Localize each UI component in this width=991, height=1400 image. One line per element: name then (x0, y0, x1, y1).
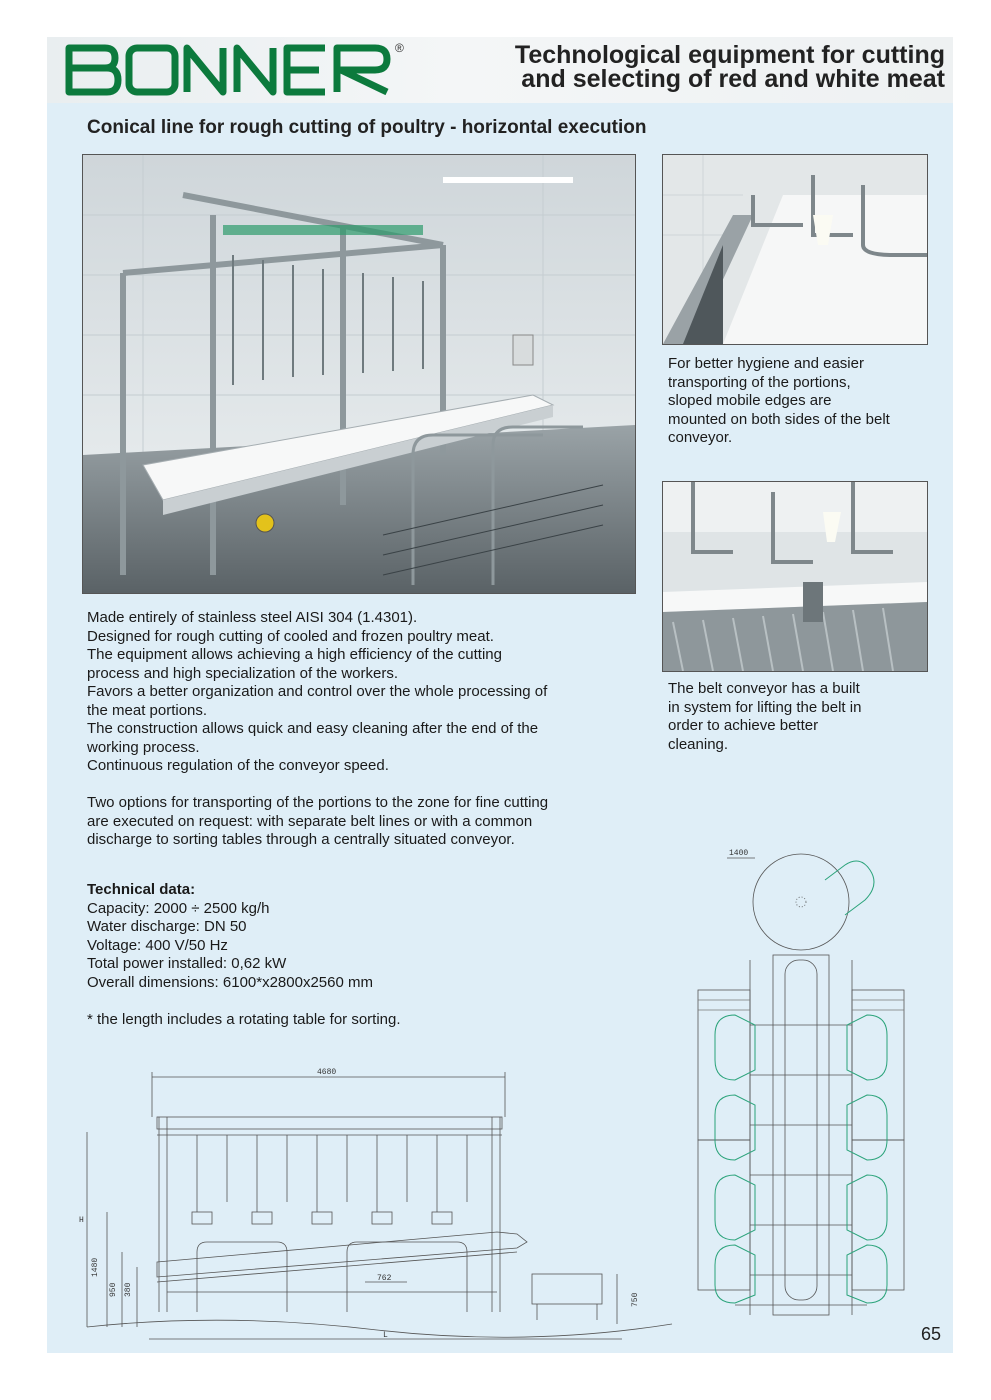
description-line: Made entirely of stainless steel AISI 304 (1.4301). (87, 609, 418, 626)
caption-line: transporting of the portions, (668, 373, 851, 391)
page-sheet (47, 37, 953, 1353)
technical-item: Capacity: 2000 ÷ 2500 kg/h (87, 899, 270, 917)
description-line: Favors a better organization and control over the whole processing of (87, 683, 548, 700)
photo-belt-lifting (662, 481, 928, 672)
description-line: working process. (87, 738, 200, 756)
caption-line: sloped mobile edges are (668, 392, 832, 409)
dim-1480: 1480 (91, 1257, 100, 1277)
technical-item: Water discharge: DN 50 (87, 918, 247, 935)
bonner-logo (63, 40, 403, 100)
header-banner (47, 37, 953, 103)
options-block (87, 794, 627, 850)
description-line: The construction allows quick and easy cleaning after the end of the (87, 720, 539, 737)
technical-footnote: * the length includes a rotating table for sorting. (87, 1010, 401, 1028)
header-title (515, 43, 945, 91)
description-line: process and high specialization of the workers. (87, 664, 399, 682)
description-line: The equipment allows achieving a high efficiency of the cutting (87, 646, 502, 663)
belt-lifting-image (663, 482, 927, 671)
caption-line: mounted on both sides of the belt (668, 410, 890, 428)
header-title-line-2: and selecting of red and white meat (521, 65, 945, 93)
dim-950: 950 (109, 1282, 118, 1297)
dim-750: 750 (631, 1292, 640, 1307)
options-line: discharge to sorting tables through a centrally situated conveyor. (87, 831, 515, 848)
caption-line: order to achieve better (668, 717, 819, 734)
description-line: Designed for rough cutting of cooled and frozen poultry meat. (87, 627, 494, 645)
options-line: Two options for transporting of the portions to the zone for fine cutting (87, 794, 549, 811)
dim-380: 380 (124, 1282, 133, 1297)
photo-sloped-edges (662, 154, 928, 345)
technical-item: Total power installed: 0,62 kW (87, 955, 287, 972)
description-block (87, 609, 627, 776)
page-subtitle: Conical line for rough cutting of poultry - horizontal execution (87, 117, 647, 138)
caption-line: cleaning. (668, 735, 729, 753)
description-line: Continuous regulation of the conveyor speed. (87, 757, 389, 774)
dim-h: H (79, 1216, 84, 1225)
description-line: the meat portions. (87, 701, 208, 719)
sloped-edges-image (663, 155, 927, 344)
technical-item: Voltage: 400 V/50 Hz (87, 936, 228, 954)
options-line: are executed on request: with separate belt lines or with a common (87, 812, 533, 830)
main-photo (82, 154, 636, 594)
dim-762: 762 (377, 1274, 392, 1283)
page-number: 65 (920, 1324, 941, 1344)
header-title-line-1: Technological equipment for cutting (514, 41, 945, 69)
caption-line: For better hygiene and easier (668, 355, 864, 372)
caption-line: in system for lifting the belt in (668, 698, 862, 716)
plan-view-drawing (695, 825, 907, 1325)
caption-line: The belt conveyor has a built (668, 680, 860, 697)
technical-data-block (87, 881, 627, 1029)
caption-line: conveyor. (668, 429, 733, 446)
technical-item: Overall dimensions: 6100*x2800x2560 mm (87, 973, 373, 991)
dim-4680: 4680 (317, 1068, 337, 1077)
caption-sloped-edges (668, 355, 938, 448)
registered-mark: ® (395, 41, 404, 55)
dim-l: L (383, 1331, 388, 1340)
factory-line-image (83, 155, 635, 593)
caption-belt-lifting (668, 680, 938, 754)
dim-1400: 1400 (729, 849, 749, 858)
technical-data-title: Technical data: (87, 881, 196, 898)
side-elevation-drawing (77, 1062, 677, 1344)
